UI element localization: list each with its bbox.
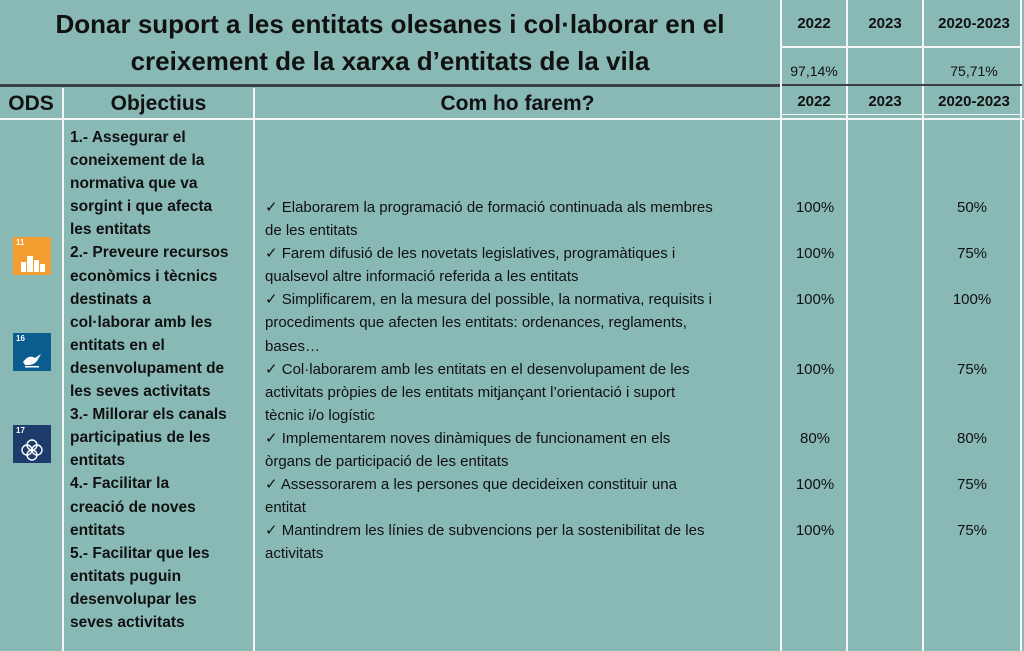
header-divider [0,118,1024,120]
value-cell [782,450,848,473]
action-line: entitat [265,499,306,517]
sdg-17-icon [13,425,51,463]
action-line: tècnic i/o logístic [265,406,376,424]
grid-line [62,88,64,651]
objective-line: coneixement de la [70,152,205,170]
action-line: ✓ Col·laborarem amb les entitats en el desenvolupament de les [265,360,690,378]
values-2020-2023 [924,196,1020,566]
grid-line [253,88,255,651]
header-2020-2023: 2020-2023 [938,93,1010,110]
value-cell [848,335,922,358]
value-cell [782,542,848,565]
action-line: bases… [265,337,321,355]
top-header-2023: 2023 [868,14,902,32]
value-cell [848,242,922,265]
objective-line: les seves activitats [70,383,211,401]
action-line: qualsevol altre informació referida a les entitats [265,268,579,286]
sdg-17-number: 17 [16,426,25,435]
value-cell: 75% [956,476,988,494]
top-header-2022: 2022 [797,14,831,32]
value-cell [848,288,922,311]
buildings-icon [21,254,45,272]
sdg-16-number: 16 [16,334,25,343]
values-2022 [782,196,848,566]
objective-line: desenvolupament de [70,359,225,377]
value-cell: 100% [795,522,835,540]
objective-line: col·laborar amb les [70,313,213,331]
value-cell [924,404,1020,427]
top-value-2023 [848,58,922,84]
action-line: ✓ Assessorarem a les persones que decideixen constituir una [265,476,677,494]
value-cell: 100% [795,245,835,263]
value-cell [782,265,848,288]
page-title: Donar suport a les entitats olesanes i col·laborar en el creixement de la xarxa d’entitats de la vila [55,9,725,76]
action-line: activitats [265,545,324,563]
objective-line: entitats puguin [70,567,182,585]
value-cell [848,358,922,381]
value-cell: 75% [956,360,988,378]
value-cell [848,196,922,219]
objective-line: 3.- Millorar els canals [70,406,227,424]
objective-line: les entitats [70,221,151,239]
objective-line: entitats en el [70,336,165,354]
objective-line: normativa que va [70,175,198,193]
objectives-text [70,126,252,634]
action-line: procediments que afecten les entitats: ordenances, reglaments, [265,314,687,332]
value-cell [924,219,1020,242]
sdg-16-icon [13,333,51,371]
values-2023 [848,196,922,566]
objective-line: desenvolupar les [70,590,197,608]
value-cell: 100% [952,291,992,309]
value-cell [848,473,922,496]
objective-line: 2.- Preveure recursos [70,244,229,262]
objective-line: 1.- Assegurar el [70,129,186,146]
action-line: de les entitats [265,222,358,240]
top-value-2022: 97,14% [790,63,838,79]
action-line: ✓ Simplificarem, en la mesura del possible, la normativa, requisits i [265,291,712,309]
title-divider [0,84,780,87]
sdg-11-number: 11 [16,238,25,247]
value-cell [848,311,922,334]
value-cell [924,265,1020,288]
value-cell [848,265,922,288]
value-cell: 80% [956,429,988,447]
value-cell: 80% [799,429,831,447]
value-cell: 75% [956,245,988,263]
top-value-2020-2023: 75,71% [950,63,998,79]
value-cell [924,381,1020,404]
objective-line: entitats [70,452,126,470]
header-2022: 2022 [797,93,831,110]
value-cell [848,219,922,242]
objective-line: participatius de les [70,429,211,447]
action-line: ✓ Farem difusió de les novetats legislatives, programàtiques i [265,245,676,263]
value-cell [924,542,1020,565]
value-cell [782,219,848,242]
header-objectius: Objectius [110,91,207,115]
value-cell [782,381,848,404]
value-cell: 50% [956,199,988,216]
value-cell [848,519,922,542]
value-cell [848,496,922,519]
title-divider [782,84,1022,86]
value-cell [924,335,1020,358]
action-line: activitats pròpies de les entitats mitjançant l’orientació i suport [265,383,676,401]
objective-line: creació de noves [70,498,196,516]
value-cell: 100% [795,199,835,216]
value-cell [782,404,848,427]
dove-icon [21,352,43,368]
header-ods: ODS [8,91,54,115]
objective-line: seves activitats [70,613,185,631]
value-cell [782,311,848,334]
top-header-2020-2023: 2020-2023 [938,14,1010,32]
action-line: ✓ Mantindrem les línies de subvencions per la sostenibilitat de les [265,522,705,540]
sdg-11-icon [13,237,51,275]
value-cell [924,311,1020,334]
value-cell: 100% [795,291,835,309]
header-2023: 2023 [868,93,902,110]
objective-line: 5.- Facilitar que les [70,544,210,562]
value-cell [848,381,922,404]
value-cell: 75% [956,522,988,540]
value-cell [848,542,922,565]
value-cell: 100% [795,360,835,378]
objective-line: econòmics i tècnics [70,267,218,285]
grid-line [782,46,1022,48]
grid-line [782,114,1022,115]
value-cell [848,450,922,473]
action-line: òrgans de participació de les entitats [265,453,509,471]
objective-line: entitats [70,521,126,539]
objective-line: 4.- Facilitar la [70,475,170,493]
actions-text [265,196,773,566]
value-cell [924,450,1020,473]
value-cell [782,496,848,519]
action-line: ✓ Implementarem noves dinàmiques de funcionament en els [265,429,671,447]
header-com-ho-farem: Com ho farem? [440,91,595,115]
value-cell [924,496,1020,519]
value-cell: 100% [795,476,835,494]
grid-line [1020,0,1022,651]
value-cell [848,427,922,450]
objective-line: destinats a [70,290,151,308]
objective-line: sorgint i que afecta [70,198,213,216]
value-cell [848,404,922,427]
value-cell [782,335,848,358]
action-line: ✓ Elaborarem la programació de formació continuada als membres [265,199,713,216]
rings-icon [21,439,43,461]
